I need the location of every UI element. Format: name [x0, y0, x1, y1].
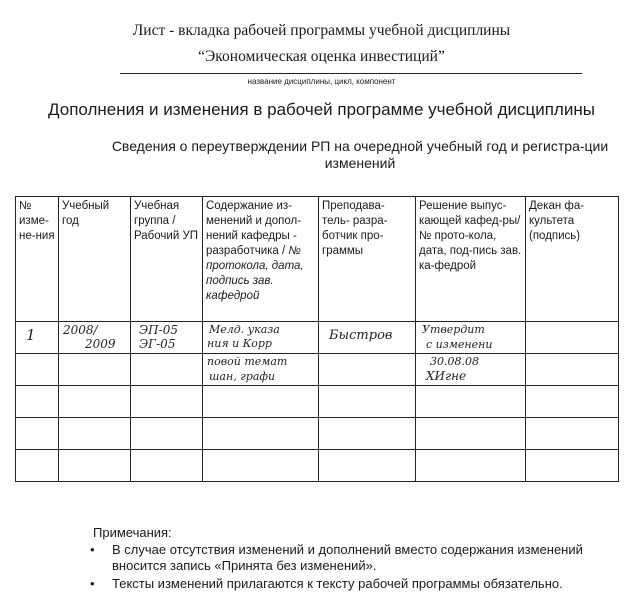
page-heading: Дополнения и изменения в рабочей программе учебной дисциплины [48, 100, 595, 119]
cell-teacher [319, 322, 416, 354]
handwritten-decision-c: 30.08.08 [430, 355, 479, 368]
handwritten-content-b: ния и Корр [207, 337, 272, 350]
handwritten-decision-b: с изменени [426, 338, 493, 351]
cell-content [203, 322, 319, 354]
table-row [16, 450, 619, 482]
table-row [16, 386, 619, 418]
handwritten-content-a: Мелд. указа [209, 323, 280, 336]
table-header-row [16, 197, 619, 322]
cell-dean [526, 322, 619, 354]
handwritten-group-a: ЭП-05 [139, 323, 178, 337]
handwritten-content-c: повой темат [207, 355, 288, 368]
cell-content-continued [203, 354, 319, 386]
table-row [16, 354, 619, 386]
handwritten-group-b: ЭГ-05 [139, 337, 176, 351]
column-header-decision: Решение выпус-кающей кафед-ры/ № прото-кола, дата, под-пись зав. ка-федрой [416, 197, 526, 322]
column-header-content-italic: № протокола, дата, подпись зав. кафедрой [206, 245, 304, 302]
handwritten-teacher: Быстров [329, 328, 393, 343]
column-header-content-main: Содержание из-менений и допол-нений кафедры - разработчика / [206, 200, 302, 257]
cell-number [16, 322, 59, 354]
cell-decision-continued [416, 354, 526, 386]
column-header-year: Учебный год [59, 197, 131, 322]
cell-decision [416, 322, 526, 354]
note-item: • Тексты изменений прилагаются к тексту рабочей программы обязательно. [88, 576, 618, 592]
handwritten-year-b: 2009 [85, 337, 116, 351]
changes-table [15, 196, 619, 482]
title-line-2: “Экономическая оценка инвестиций” [198, 48, 445, 65]
notes-list [88, 542, 618, 594]
column-header-group: Учебная группа / Рабочий УП [131, 197, 203, 322]
handwritten-decision-a: Утвердит [422, 323, 485, 336]
table-row [16, 322, 619, 354]
notes-title: Примечания: [93, 525, 172, 540]
title-line-1: Лист - вкладка рабочей программы учебной дисциплины [132, 22, 511, 39]
column-header-dean: Декан фа-культета (подпись) [526, 197, 619, 322]
column-header-content [203, 197, 319, 322]
handwritten-number: 1 [26, 326, 36, 344]
column-header-number: № изме-не-ния [16, 197, 59, 322]
handwritten-year-a: 2008/ [63, 323, 98, 337]
handwritten-signature: ХИгне [426, 369, 467, 383]
column-header-teacher: Преподава-тель- разра-ботчик про-граммы [319, 197, 416, 322]
discipline-caption: название дисциплины, цикл, компонент [247, 77, 396, 86]
note-item: • В случае отсутствия изменений и дополнений вместо содержания изменений вносится запись «Принята без изменений». [88, 542, 618, 574]
underline-rule [120, 73, 582, 74]
handwritten-content-d: шан, графи [209, 370, 276, 383]
page-subheading: Сведения о переутверждении РП на очередной учебный год и регистра-ции изменений [111, 138, 609, 171]
cell-year [59, 322, 131, 354]
table-row [16, 418, 619, 450]
cell-group [131, 322, 203, 354]
